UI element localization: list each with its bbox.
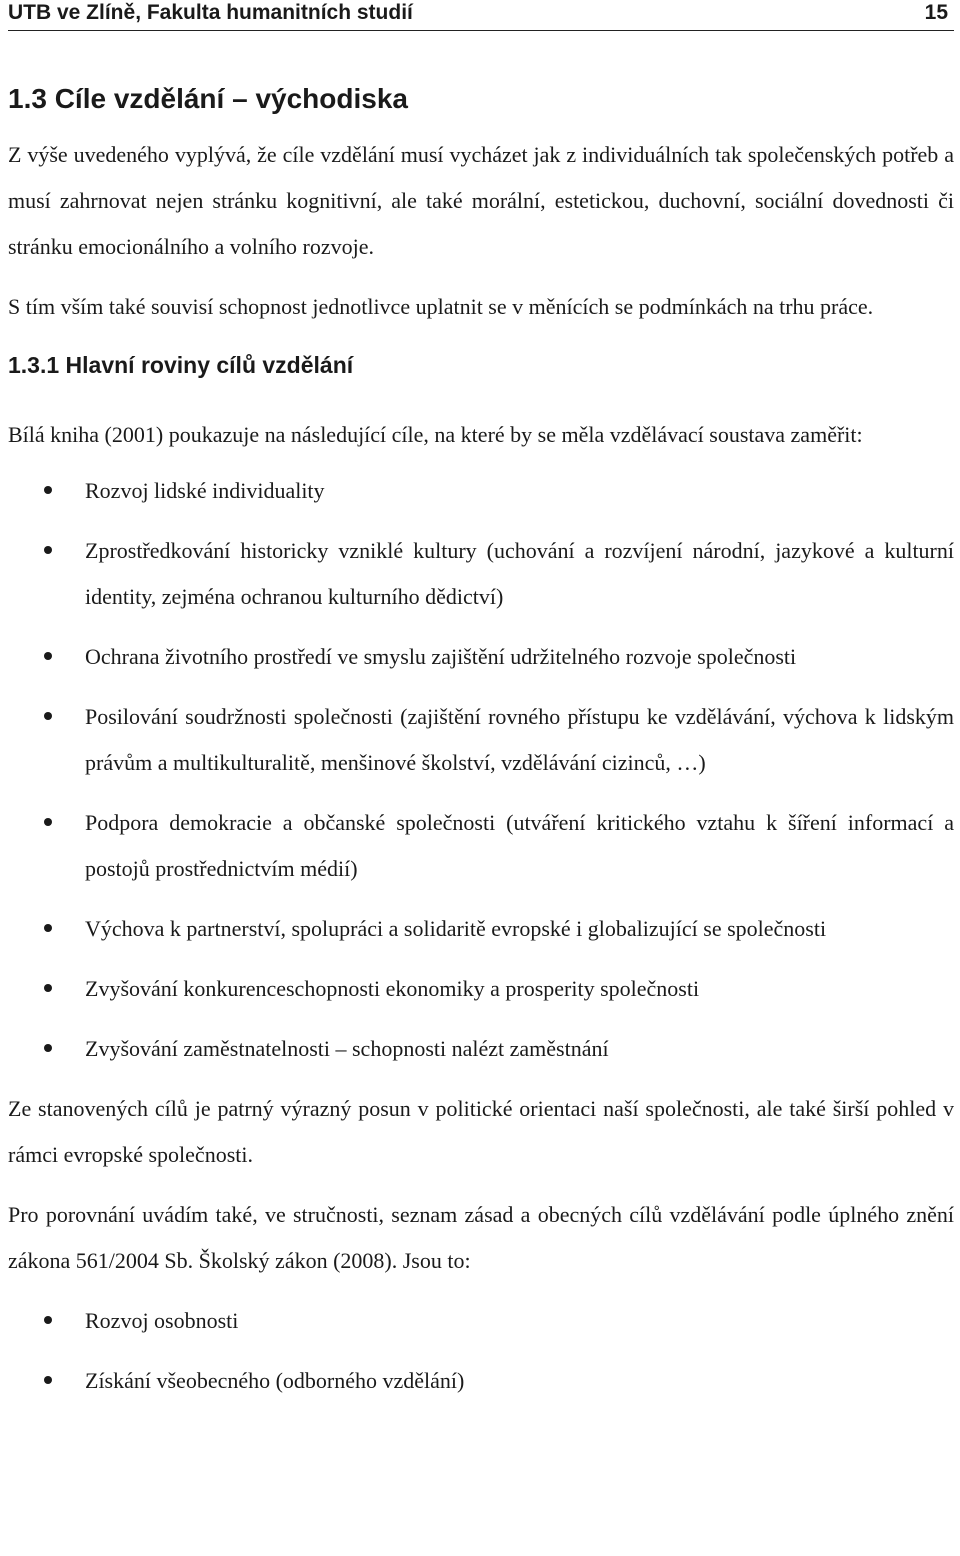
list-item-text: Zvyšování zaměstnatelnosti – schopnosti nalézt zaměstnání — [85, 1036, 609, 1061]
running-header — [8, 0, 954, 31]
page-number: 15 — [924, 1, 948, 24]
paragraph-cile-vzdelani: Z výše uvedeného vyplývá, že cíle vzdělání musí vycházet jak z individuálních tak společenských potřeb a musí zahrnovat nejen stránku kognitivní, ale také morální, estetickou, duchovní, sociální dovednosti či stránku emocionálního a volního rozvoje. — [8, 142, 954, 259]
law-goals-list — [8, 1298, 954, 1404]
list-item-text: Rozvoj osobnosti — [85, 1308, 239, 1333]
list-item-text: Výchova k partnerství, spolupráci a solidaritě evropské i globalizující se společnosti — [85, 916, 827, 941]
list-item — [8, 800, 954, 892]
paragraph-skolsky-zakon: Pro porovnání uvádím také, ve stručnosti, seznam zásad a obecných cílů vzdělávání podle úplného znění zákona 561/2004 Sb. Školský zákon (2008). Jsou to: — [8, 1202, 954, 1273]
goals-list — [8, 468, 954, 1072]
list-item — [8, 528, 954, 620]
list-item-text: Získání všeobecného (odborného vzdělání) — [85, 1368, 465, 1393]
list-item — [8, 694, 954, 786]
section-title: 1.3 Cíle vzdělání – východiska — [8, 83, 408, 114]
bullet-icon — [44, 818, 52, 826]
bullet-icon — [44, 924, 52, 932]
bullet-icon — [44, 1044, 52, 1052]
bullet-icon — [44, 486, 52, 494]
subsection-title: 1.3.1 Hlavní roviny cílů vzdělání — [8, 352, 354, 378]
list-item — [8, 634, 954, 680]
list-item-text: Zvyšování konkurenceschopnosti ekonomiky a prosperity společnosti — [85, 976, 700, 1001]
list-item-text: Podpora demokracie a občanské společnosti (utváření kritického vztahu k šíření informací a postojů prostřednictvím médií) — [85, 810, 954, 881]
bullet-icon — [44, 1316, 52, 1324]
list-item-text: Ochrana životního prostředí ve smyslu zajištění udržitelného rozvoje společnosti — [85, 644, 797, 669]
bullet-icon — [44, 652, 52, 660]
bullet-icon — [44, 984, 52, 992]
paragraph-trh-prace: S tím vším také souvisí schopnost jednotlivce uplatnit se v měnících se podmínkách na trhu práce. — [8, 294, 874, 319]
list-item — [8, 1026, 954, 1072]
bullet-icon — [44, 1376, 52, 1384]
list-item — [8, 1358, 954, 1404]
header-title: UTB ve Zlíně, Fakulta humanitních studií — [8, 1, 413, 24]
paragraph-posun-orientace: Ze stanovených cílů je patrný výrazný posun v politické orientaci naší společnosti, ale také širší pohled v rámci evropské společnosti. — [8, 1096, 954, 1167]
list-item — [8, 906, 954, 952]
list-item-text: Posilování soudržnosti společnosti (zajištění rovného přístupu ke vzdělávání, výchova k lidským právům a multikulturalitě, menšinové školství, vzdělávání cizinců, …) — [85, 704, 954, 775]
paragraph-bila-kniha: Bílá kniha (2001) poukazuje na následující cíle, na které by se měla vzdělávací soustava zaměřit: — [8, 422, 863, 447]
list-item-text: Zprostředkování historicky vzniklé kultury (uchování a rozvíjení národní, jazykové a kulturní identity, zejména ochranou kulturního dědictví) — [85, 538, 954, 609]
list-item — [8, 1298, 954, 1344]
bullet-icon — [44, 546, 52, 554]
bullet-icon — [44, 712, 52, 720]
list-item-text: Rozvoj lidské individuality — [85, 478, 325, 503]
list-item — [8, 468, 954, 514]
page-content — [8, 74, 954, 1418]
list-item — [8, 966, 954, 1012]
